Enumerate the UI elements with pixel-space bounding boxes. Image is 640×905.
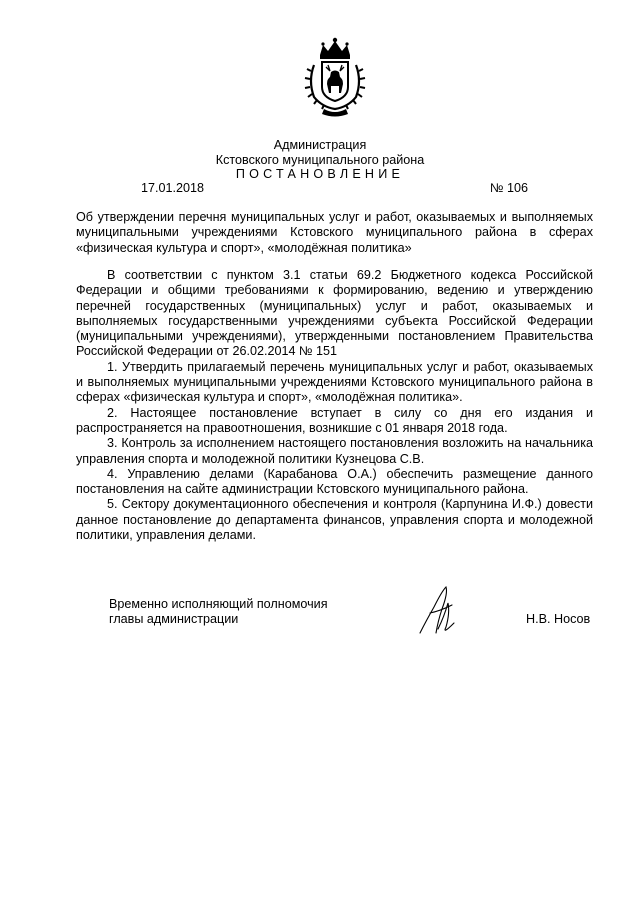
coat-of-arms-icon xyxy=(300,35,370,119)
document-number: № 106 xyxy=(490,181,529,195)
list-item: 4. Управлению делами (Карабанова О.А.) обеспечить размещение данного постановления на сайте администрации Кстовского муниципального района. xyxy=(76,466,593,497)
signatory-name: Н.В. Носов xyxy=(526,612,591,626)
signatory-position-line-2: главы администрации xyxy=(109,612,239,627)
organization-line-1: Администрация xyxy=(273,138,367,152)
signatory-position xyxy=(109,597,389,628)
document-title: Об утверждении перечня муниципальных услуг и работ, оказываемых и выполняемых муниципальными учреждениями Кстовского муниципального района в сферах «физическая культура и спорт», «молодёжная политика» xyxy=(76,210,593,255)
preamble-paragraph: В соответствии с пунктом 3.1 статьи 69.2 Бюджетного кодекса Российской Федерации и общими требованиями к формированию, ведению и утверждению перечней государственных (муниципальных) услуг и работ, оказываемых и выполняемых государственными учреждениями субъекта Российской Федерации (муниципальными учреждениями), утвержденными постановлением Правительства Российской Федерации от 26.02.2014 № 151 xyxy=(76,268,593,359)
list-item: 3. Контроль за исполнением настоящего постановления возложить на начальника управления спорта и молодежной политики Кузнецова С.В. xyxy=(76,436,593,466)
list-item: 5. Сектору документационного обеспечения и контроля (Карпунина И.Ф.) довести данное постановление до департамента финансов, управления спорта и молодежной политики, управления делами. xyxy=(76,497,593,543)
list-item: 1. Утвердить прилагаемый перечень муниципальных услуг и работ, оказываемых и выполняемых муниципальными учреждениями Кстовского муниципального района в сферах «физическая культура и спорт», «молодёжная политика». xyxy=(76,359,593,405)
document-type-heading: ПОСТАНОВЛЕНИЕ xyxy=(235,167,405,181)
document-body xyxy=(76,268,593,543)
list-item: 2. Настоящее постановление вступает в силу со дня его издания и распространяется на правоотношения, возникшие с 01 января 2018 года. xyxy=(76,405,593,435)
handwritten-signature-icon xyxy=(412,583,462,638)
organization-line-2: Кстовского муниципального района xyxy=(215,153,425,167)
signatory-position-line-1: Временно исполняющий полномочия xyxy=(109,597,328,611)
document-date: 17.01.2018 xyxy=(141,181,205,195)
